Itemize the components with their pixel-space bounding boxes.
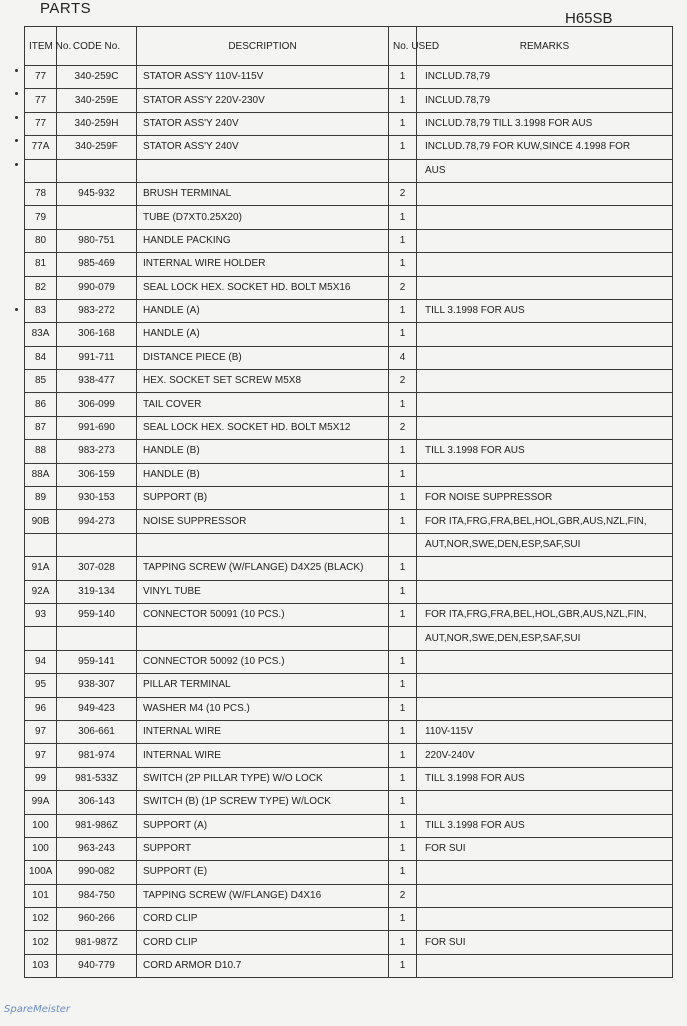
code-number-cell: 340-259C bbox=[57, 66, 137, 89]
quantity-used-cell: 1 bbox=[389, 440, 417, 463]
quantity-used-cell: 1 bbox=[389, 744, 417, 767]
remarks-cell bbox=[417, 182, 673, 205]
remarks-cell: FOR SUI bbox=[417, 931, 673, 954]
item-number-cell: 83 bbox=[25, 299, 57, 322]
description-cell: SUPPORT bbox=[137, 837, 389, 860]
remarks-cell bbox=[417, 253, 673, 276]
table-row bbox=[25, 674, 673, 697]
quantity-used-cell: 1 bbox=[389, 720, 417, 743]
quantity-used-cell: 1 bbox=[389, 674, 417, 697]
remarks-cell: 110V-115V bbox=[417, 720, 673, 743]
quantity-used-cell: 4 bbox=[389, 346, 417, 369]
table-row bbox=[25, 66, 673, 89]
quantity-used-cell: 1 bbox=[389, 229, 417, 252]
item-number-cell: 87 bbox=[25, 416, 57, 439]
remarks-cell bbox=[417, 674, 673, 697]
table-row bbox=[25, 510, 673, 533]
quantity-used-cell: 1 bbox=[389, 908, 417, 931]
remarks-cell bbox=[417, 229, 673, 252]
description-cell: SUPPORT (A) bbox=[137, 814, 389, 837]
quantity-used-cell: 1 bbox=[389, 89, 417, 112]
item-number-cell: 78 bbox=[25, 182, 57, 205]
quantity-used-cell: 1 bbox=[389, 510, 417, 533]
table-row bbox=[25, 557, 673, 580]
item-number-cell: 90B bbox=[25, 510, 57, 533]
quantity-used-cell bbox=[389, 533, 417, 556]
table-row bbox=[25, 861, 673, 884]
remarks-cell bbox=[417, 206, 673, 229]
revision-mark bbox=[15, 69, 18, 72]
description-cell: CORD CLIP bbox=[137, 931, 389, 954]
code-number-cell: 340-259E bbox=[57, 89, 137, 112]
quantity-used-cell: 2 bbox=[389, 276, 417, 299]
item-number-cell: 101 bbox=[25, 884, 57, 907]
quantity-used-cell: 1 bbox=[389, 580, 417, 603]
table-row bbox=[25, 276, 673, 299]
code-number-cell: 990-079 bbox=[57, 276, 137, 299]
description-cell: VINYL TUBE bbox=[137, 580, 389, 603]
table-row bbox=[25, 931, 673, 954]
table-row bbox=[25, 393, 673, 416]
quantity-used-cell: 1 bbox=[389, 861, 417, 884]
remarks-cell bbox=[417, 346, 673, 369]
code-number-cell: 994-273 bbox=[57, 510, 137, 533]
remarks-cell: TILL 3.1998 FOR AUS bbox=[417, 814, 673, 837]
remarks-cell bbox=[417, 370, 673, 393]
description-cell: CONNECTOR 50092 (10 PCS.) bbox=[137, 650, 389, 673]
remarks-cell bbox=[417, 791, 673, 814]
table-row bbox=[25, 299, 673, 322]
item-number-cell: 77A bbox=[25, 136, 57, 159]
remarks-cell: INCLUD.78,79 TILL 3.1998 FOR AUS bbox=[417, 112, 673, 135]
code-number-cell: 960-266 bbox=[57, 908, 137, 931]
item-number-cell: 96 bbox=[25, 697, 57, 720]
code-number-cell bbox=[57, 206, 137, 229]
item-number-cell: 77 bbox=[25, 66, 57, 89]
table-row bbox=[25, 697, 673, 720]
code-number-cell bbox=[57, 159, 137, 182]
table-row bbox=[25, 954, 673, 977]
item-number-cell: 89 bbox=[25, 487, 57, 510]
remarks-cell bbox=[417, 580, 673, 603]
remarks-cell: TILL 3.1998 FOR AUS bbox=[417, 299, 673, 322]
column-header-item: ITEM No. bbox=[25, 27, 57, 66]
description-cell: STATOR ASS'Y 220V-230V bbox=[137, 89, 389, 112]
description-cell: TAIL COVER bbox=[137, 393, 389, 416]
remarks-cell: TILL 3.1998 FOR AUS bbox=[417, 440, 673, 463]
code-number-cell: 983-273 bbox=[57, 440, 137, 463]
item-number-cell: 80 bbox=[25, 229, 57, 252]
table-row bbox=[25, 229, 673, 252]
column-header-description: DESCRIPTION bbox=[137, 27, 389, 66]
quantity-used-cell: 1 bbox=[389, 931, 417, 954]
table-row bbox=[25, 159, 673, 182]
remarks-cell: FOR SUI bbox=[417, 837, 673, 860]
item-number-cell: 77 bbox=[25, 89, 57, 112]
quantity-used-cell: 1 bbox=[389, 791, 417, 814]
remarks-cell: TILL 3.1998 FOR AUS bbox=[417, 767, 673, 790]
table-row bbox=[25, 463, 673, 486]
quantity-used-cell: 1 bbox=[389, 136, 417, 159]
quantity-used-cell: 1 bbox=[389, 323, 417, 346]
item-number-cell: 94 bbox=[25, 650, 57, 673]
remarks-cell: INCLUD.78,79 FOR KUW,SINCE 4.1998 FOR bbox=[417, 136, 673, 159]
code-number-cell: 938-477 bbox=[57, 370, 137, 393]
description-cell: NOISE SUPPRESSOR bbox=[137, 510, 389, 533]
code-number-cell: 307-028 bbox=[57, 557, 137, 580]
quantity-used-cell: 1 bbox=[389, 814, 417, 837]
table-row bbox=[25, 370, 673, 393]
item-number-cell: 100A bbox=[25, 861, 57, 884]
remarks-cell bbox=[417, 697, 673, 720]
item-number-cell: 97 bbox=[25, 720, 57, 743]
description-cell: HANDLE (A) bbox=[137, 299, 389, 322]
description-cell: SEAL LOCK HEX. SOCKET HD. BOLT M5X12 bbox=[137, 416, 389, 439]
item-number-cell: 83A bbox=[25, 323, 57, 346]
table-row bbox=[25, 253, 673, 276]
parts-table-body bbox=[25, 66, 673, 978]
table-row bbox=[25, 580, 673, 603]
description-cell: STATOR ASS'Y 110V-115V bbox=[137, 66, 389, 89]
table-row bbox=[25, 720, 673, 743]
quantity-used-cell: 1 bbox=[389, 206, 417, 229]
table-row bbox=[25, 884, 673, 907]
item-number-cell: 84 bbox=[25, 346, 57, 369]
quantity-used-cell: 1 bbox=[389, 253, 417, 276]
table-row bbox=[25, 744, 673, 767]
description-cell: STATOR ASS'Y 240V bbox=[137, 112, 389, 135]
quantity-used-cell: 1 bbox=[389, 697, 417, 720]
code-number-cell: 938-307 bbox=[57, 674, 137, 697]
quantity-used-cell: 1 bbox=[389, 66, 417, 89]
table-row bbox=[25, 136, 673, 159]
description-cell: HANDLE (A) bbox=[137, 323, 389, 346]
table-row bbox=[25, 908, 673, 931]
revision-mark bbox=[15, 92, 18, 95]
item-number-cell: 102 bbox=[25, 908, 57, 931]
item-number-cell: 95 bbox=[25, 674, 57, 697]
parts-table bbox=[24, 26, 673, 978]
remarks-cell: FOR NOISE SUPPRESSOR bbox=[417, 487, 673, 510]
code-number-cell: 963-243 bbox=[57, 837, 137, 860]
table-row bbox=[25, 627, 673, 650]
remarks-cell bbox=[417, 650, 673, 673]
description-cell: TUBE (D7XT0.25X20) bbox=[137, 206, 389, 229]
table-row bbox=[25, 487, 673, 510]
item-number-cell: 99 bbox=[25, 767, 57, 790]
quantity-used-cell: 1 bbox=[389, 603, 417, 626]
item-number-cell: 100 bbox=[25, 814, 57, 837]
remarks-cell bbox=[417, 557, 673, 580]
code-number-cell: 959-141 bbox=[57, 650, 137, 673]
code-number-cell: 981-533Z bbox=[57, 767, 137, 790]
code-number-cell: 981-987Z bbox=[57, 931, 137, 954]
remarks-cell bbox=[417, 908, 673, 931]
code-number-cell: 991-711 bbox=[57, 346, 137, 369]
table-row bbox=[25, 416, 673, 439]
code-number-cell bbox=[57, 627, 137, 650]
code-number-cell: 930-153 bbox=[57, 487, 137, 510]
item-number-cell: 85 bbox=[25, 370, 57, 393]
code-number-cell: 959-140 bbox=[57, 603, 137, 626]
item-number-cell: 102 bbox=[25, 931, 57, 954]
table-row bbox=[25, 767, 673, 790]
code-number-cell: 949-423 bbox=[57, 697, 137, 720]
description-cell: INTERNAL WIRE bbox=[137, 744, 389, 767]
revision-marks bbox=[12, 26, 24, 426]
table-row bbox=[25, 533, 673, 556]
item-number-cell: 97 bbox=[25, 744, 57, 767]
item-number-cell bbox=[25, 159, 57, 182]
description-cell: STATOR ASS'Y 240V bbox=[137, 136, 389, 159]
column-header-used: No. USED bbox=[389, 27, 417, 66]
table-row bbox=[25, 346, 673, 369]
code-number-cell: 984-750 bbox=[57, 884, 137, 907]
quantity-used-cell bbox=[389, 159, 417, 182]
code-number-cell: 306-159 bbox=[57, 463, 137, 486]
item-number-cell: 88 bbox=[25, 440, 57, 463]
description-cell: SUPPORT (B) bbox=[137, 487, 389, 510]
table-row bbox=[25, 814, 673, 837]
code-number-cell: 306-143 bbox=[57, 791, 137, 814]
remarks-cell: AUT,NOR,SWE,DEN,ESP,SAF,SUI bbox=[417, 533, 673, 556]
description-cell: TAPPING SCREW (W/FLANGE) D4X16 bbox=[137, 884, 389, 907]
quantity-used-cell: 1 bbox=[389, 954, 417, 977]
item-number-cell: 92A bbox=[25, 580, 57, 603]
remarks-cell: AUS bbox=[417, 159, 673, 182]
description-cell: PILLAR TERMINAL bbox=[137, 674, 389, 697]
code-number-cell: 319-134 bbox=[57, 580, 137, 603]
item-number-cell: 93 bbox=[25, 603, 57, 626]
remarks-cell bbox=[417, 416, 673, 439]
table-row bbox=[25, 837, 673, 860]
table-row bbox=[25, 323, 673, 346]
code-number-cell: 306-099 bbox=[57, 393, 137, 416]
remarks-cell: INCLUD.78,79 bbox=[417, 89, 673, 112]
code-number-cell: 940-779 bbox=[57, 954, 137, 977]
quantity-used-cell: 2 bbox=[389, 416, 417, 439]
description-cell: INTERNAL WIRE HOLDER bbox=[137, 253, 389, 276]
quantity-used-cell: 1 bbox=[389, 557, 417, 580]
code-number-cell: 981-986Z bbox=[57, 814, 137, 837]
table-row bbox=[25, 112, 673, 135]
description-cell: WASHER M4 (10 PCS.) bbox=[137, 697, 389, 720]
item-number-cell: 79 bbox=[25, 206, 57, 229]
code-number-cell: 340-259F bbox=[57, 136, 137, 159]
code-number-cell: 340-259H bbox=[57, 112, 137, 135]
quantity-used-cell: 2 bbox=[389, 370, 417, 393]
description-cell: BRUSH TERMINAL bbox=[137, 182, 389, 205]
description-cell: HANDLE (B) bbox=[137, 440, 389, 463]
quantity-used-cell: 1 bbox=[389, 767, 417, 790]
parts-sheet bbox=[12, 26, 672, 1026]
code-number-cell: 991-690 bbox=[57, 416, 137, 439]
quantity-used-cell: 1 bbox=[389, 299, 417, 322]
description-cell: CONNECTOR 50091 (10 PCS.) bbox=[137, 603, 389, 626]
description-cell: HANDLE PACKING bbox=[137, 229, 389, 252]
remarks-cell: INCLUD.78,79 bbox=[417, 66, 673, 89]
remarks-cell: 220V-240V bbox=[417, 744, 673, 767]
table-row bbox=[25, 206, 673, 229]
description-cell: TAPPING SCREW (W/FLANGE) D4X25 (BLACK) bbox=[137, 557, 389, 580]
description-cell: SWITCH (B) (1P SCREW TYPE) W/LOCK bbox=[137, 791, 389, 814]
item-number-cell: 91A bbox=[25, 557, 57, 580]
column-header-remarks: REMARKS bbox=[417, 27, 673, 66]
table-row bbox=[25, 791, 673, 814]
remarks-cell bbox=[417, 954, 673, 977]
description-cell bbox=[137, 533, 389, 556]
code-number-cell: 306-168 bbox=[57, 323, 137, 346]
description-cell: CORD CLIP bbox=[137, 908, 389, 931]
remarks-cell bbox=[417, 884, 673, 907]
remarks-cell bbox=[417, 861, 673, 884]
table-header-row bbox=[25, 27, 673, 66]
remarks-cell bbox=[417, 463, 673, 486]
description-cell: DISTANCE PIECE (B) bbox=[137, 346, 389, 369]
remarks-cell: FOR ITA,FRG,FRA,BEL,HOL,GBR,AUS,NZL,FIN, bbox=[417, 510, 673, 533]
description-cell bbox=[137, 627, 389, 650]
remarks-cell bbox=[417, 323, 673, 346]
quantity-used-cell bbox=[389, 627, 417, 650]
remarks-cell bbox=[417, 276, 673, 299]
code-number-cell: 980-751 bbox=[57, 229, 137, 252]
table-row bbox=[25, 603, 673, 626]
watermark-logo: SpareMeister bbox=[4, 1004, 71, 1015]
column-header-code: CODE No. bbox=[57, 27, 137, 66]
quantity-used-cell: 2 bbox=[389, 884, 417, 907]
code-number-cell: 945-932 bbox=[57, 182, 137, 205]
description-cell: CORD ARMOR D10.7 bbox=[137, 954, 389, 977]
item-number-cell: 86 bbox=[25, 393, 57, 416]
table-row bbox=[25, 182, 673, 205]
code-number-cell: 985-469 bbox=[57, 253, 137, 276]
remarks-cell: AUT,NOR,SWE,DEN,ESP,SAF,SUI bbox=[417, 627, 673, 650]
code-number-cell: 306-661 bbox=[57, 720, 137, 743]
item-number-cell bbox=[25, 627, 57, 650]
table-row bbox=[25, 89, 673, 112]
page-title: PARTS bbox=[40, 0, 92, 17]
item-number-cell bbox=[25, 533, 57, 556]
revision-mark bbox=[15, 308, 18, 311]
description-cell bbox=[137, 159, 389, 182]
model-number: H65SB bbox=[565, 10, 613, 27]
quantity-used-cell: 1 bbox=[389, 112, 417, 135]
code-number-cell: 990-082 bbox=[57, 861, 137, 884]
revision-mark bbox=[15, 116, 18, 119]
revision-mark bbox=[15, 139, 18, 142]
description-cell: SEAL LOCK HEX. SOCKET HD. BOLT M5X16 bbox=[137, 276, 389, 299]
description-cell: INTERNAL WIRE bbox=[137, 720, 389, 743]
remarks-cell: FOR ITA,FRG,FRA,BEL,HOL,GBR,AUS,NZL,FIN, bbox=[417, 603, 673, 626]
description-cell: HANDLE (B) bbox=[137, 463, 389, 486]
item-number-cell: 99A bbox=[25, 791, 57, 814]
table-row bbox=[25, 650, 673, 673]
code-number-cell: 983-272 bbox=[57, 299, 137, 322]
description-cell: SWITCH (2P PILLAR TYPE) W/O LOCK bbox=[137, 767, 389, 790]
quantity-used-cell: 1 bbox=[389, 487, 417, 510]
quantity-used-cell: 1 bbox=[389, 393, 417, 416]
table-row bbox=[25, 440, 673, 463]
code-number-cell: 981-974 bbox=[57, 744, 137, 767]
item-number-cell: 82 bbox=[25, 276, 57, 299]
quantity-used-cell: 2 bbox=[389, 182, 417, 205]
quantity-used-cell: 1 bbox=[389, 463, 417, 486]
item-number-cell: 81 bbox=[25, 253, 57, 276]
description-cell: SUPPORT (E) bbox=[137, 861, 389, 884]
item-number-cell: 88A bbox=[25, 463, 57, 486]
quantity-used-cell: 1 bbox=[389, 837, 417, 860]
item-number-cell: 103 bbox=[25, 954, 57, 977]
item-number-cell: 77 bbox=[25, 112, 57, 135]
item-number-cell: 100 bbox=[25, 837, 57, 860]
quantity-used-cell: 1 bbox=[389, 650, 417, 673]
description-cell: HEX. SOCKET SET SCREW M5X8 bbox=[137, 370, 389, 393]
code-number-cell bbox=[57, 533, 137, 556]
revision-mark bbox=[15, 163, 18, 166]
remarks-cell bbox=[417, 393, 673, 416]
